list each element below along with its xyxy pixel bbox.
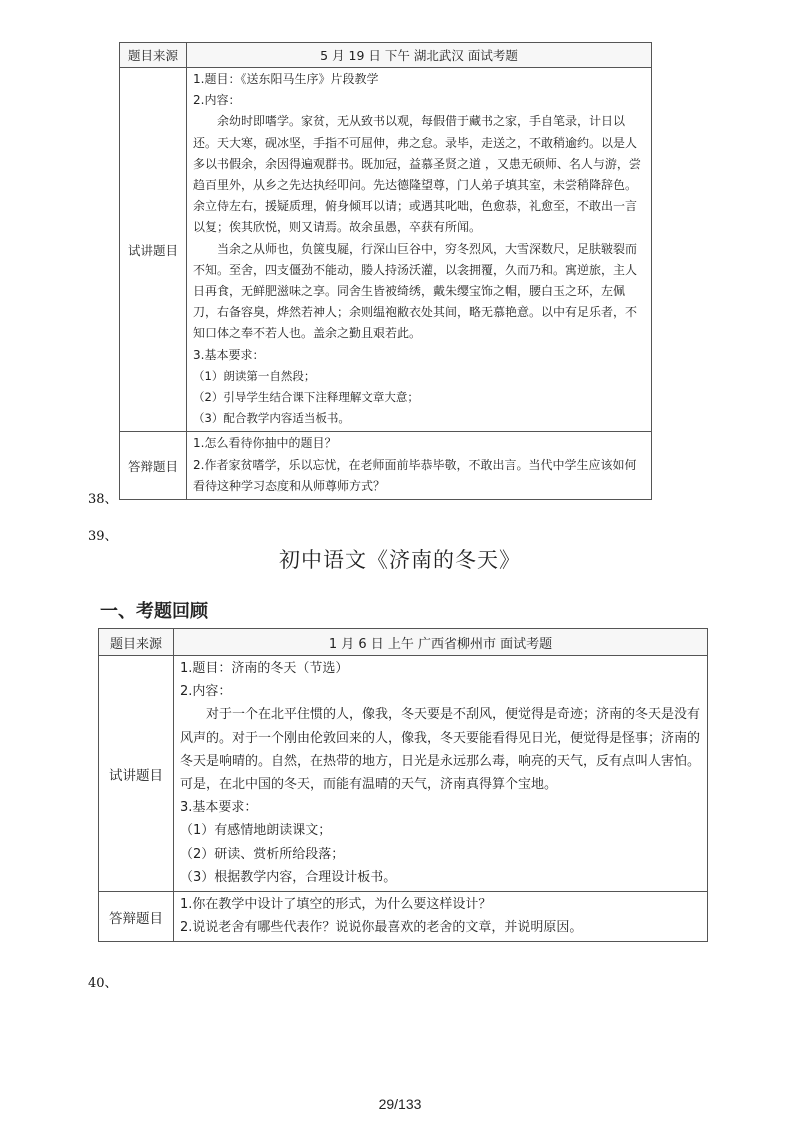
q39-requirement-1: （1）有感情地朗读课文；: [180, 823, 332, 839]
q38-defense-1: 1.怎么看待你抽中的题目？: [193, 436, 337, 451]
q39-paragraph: 对于一个在北平住惯的人，像我，冬天要是不刮风，便觉得是奇迹；济南的冬天是没有风声的。对于一个刚由伦敦回来的人，像我，冬天要能看得见日光，便觉得是怪事；济南的冬天是响晴的。自然，在热带的地方，日光是永远那么毒，响亮的天气，反有点叫人害怕。可是，在北中国的冬天，而能有温晴的天气，济南真得算个宝地。: [180, 707, 701, 793]
q39-source-label: 题目来源: [99, 629, 174, 656]
q40-number: 40、: [88, 976, 118, 991]
q39-section-heading: 一、考题回顾: [100, 601, 208, 622]
q38-content-label: 2.内容：: [193, 93, 241, 108]
q39-defense-label: 答辩题目: [99, 892, 174, 942]
q39-number: 39、: [88, 529, 118, 544]
q38-requirement-1: （1）朗读第一自然段；: [193, 368, 316, 383]
page-number: 29/133: [378, 1096, 422, 1112]
q39-table: [98, 628, 708, 942]
q38-defense-2: 2.作者家贫嗜学，乐以忘忧，在老师面前毕恭毕敬，不敢出言。当代中学生应该如何看待这种学习态度和从师尊师方式？: [193, 457, 637, 493]
q39-requirement-3: （3）根据教学内容，合理设计板书。: [180, 869, 397, 885]
q38-requirements-label: 3.基本要求：: [193, 347, 265, 362]
q38-trial-content: [187, 68, 652, 432]
q39-defense-1: 1.你在教学中设计了填空的形式，为什么要这样设计？: [180, 897, 492, 913]
q38-topic: 1.题目：《送东阳马生序》片段教学: [193, 72, 379, 86]
q38-requirement-2: （2）引导学生结合课下注释理解文章大意；: [193, 390, 419, 405]
q38-table: [119, 42, 652, 500]
q39-title: 初中语文《济南的冬天》: [279, 548, 521, 572]
q38-defense-label: 答辩题目: [120, 432, 187, 500]
q39-content-label: 2.内容：: [180, 684, 232, 700]
q39-defense-content: [174, 892, 708, 942]
q38-source-label: 题目来源: [120, 43, 187, 68]
q38-paragraph-1: 余幼时即嗜学。家贫，无从致书以观，每假借于藏书之家，手自笔录，计日以还。天大寒，砚冰坚，手指不可屈伸，弗之怠。录毕，走送之，不敢稍逾约。以是人多以书假余，余因得遍观群书。既加冠，益慕圣贤之道 ，又患无硕师、名人与游，尝趋百里外，从乡之先达执经叩问。先达德隆望尊，门人弟子填其室，未尝稍降辞色。余立侍左右，援疑质理，俯身倾耳以请；或遇其叱咄，色愈恭，礼愈至，不敢出一言以复；俟其欣悦，则又请焉。故余虽愚，卒获有所闻。: [193, 114, 641, 235]
q38-number: 38、: [88, 492, 118, 507]
q39-requirements-label: 3.基本要求：: [180, 800, 258, 816]
q39-source-value: 1 月 6 日 上午 广西省柳州市 面试考题: [174, 629, 708, 656]
q38-trial-label: 试讲题目: [120, 68, 187, 432]
q39-defense-2: 2.说说老舍有哪些代表作？说说你最喜欢的老舍的文章，并说明原因。: [180, 920, 583, 936]
q39-topic: 1.题目：济南的冬天（节选）: [180, 661, 349, 676]
q38-paragraph-2: 当余之从师也，负箧曳屣，行深山巨谷中，穷冬烈风，大雪深数尺，足肤皲裂而不知。至舍，四支僵劲不能动，媵人持汤沃灌，以衾拥覆，久而乃和。寓逆旅，主人日再食，无鲜肥滋味之享。同舍生皆被绮绣，戴朱缨宝饰之帽，腰白玉之环，左佩刀，右备容臭，烨然若神人；余则缊袍敝衣处其间，略无慕艳意。以中有足乐者，不知口体之奉不若人也。盖余之勤且艰若此。: [193, 241, 638, 341]
q38-source-value: 5 月 19 日 下午 湖北武汉 面试考题: [187, 43, 652, 68]
q39-requirement-2: （2）研读、赏析所给段落；: [180, 846, 345, 862]
q38-requirement-3: （3）配合教学内容适当板书。: [193, 411, 350, 426]
q38-defense-content: [187, 432, 652, 500]
q39-trial-label: 试讲题目: [99, 656, 174, 892]
q39-trial-content: [174, 656, 708, 892]
